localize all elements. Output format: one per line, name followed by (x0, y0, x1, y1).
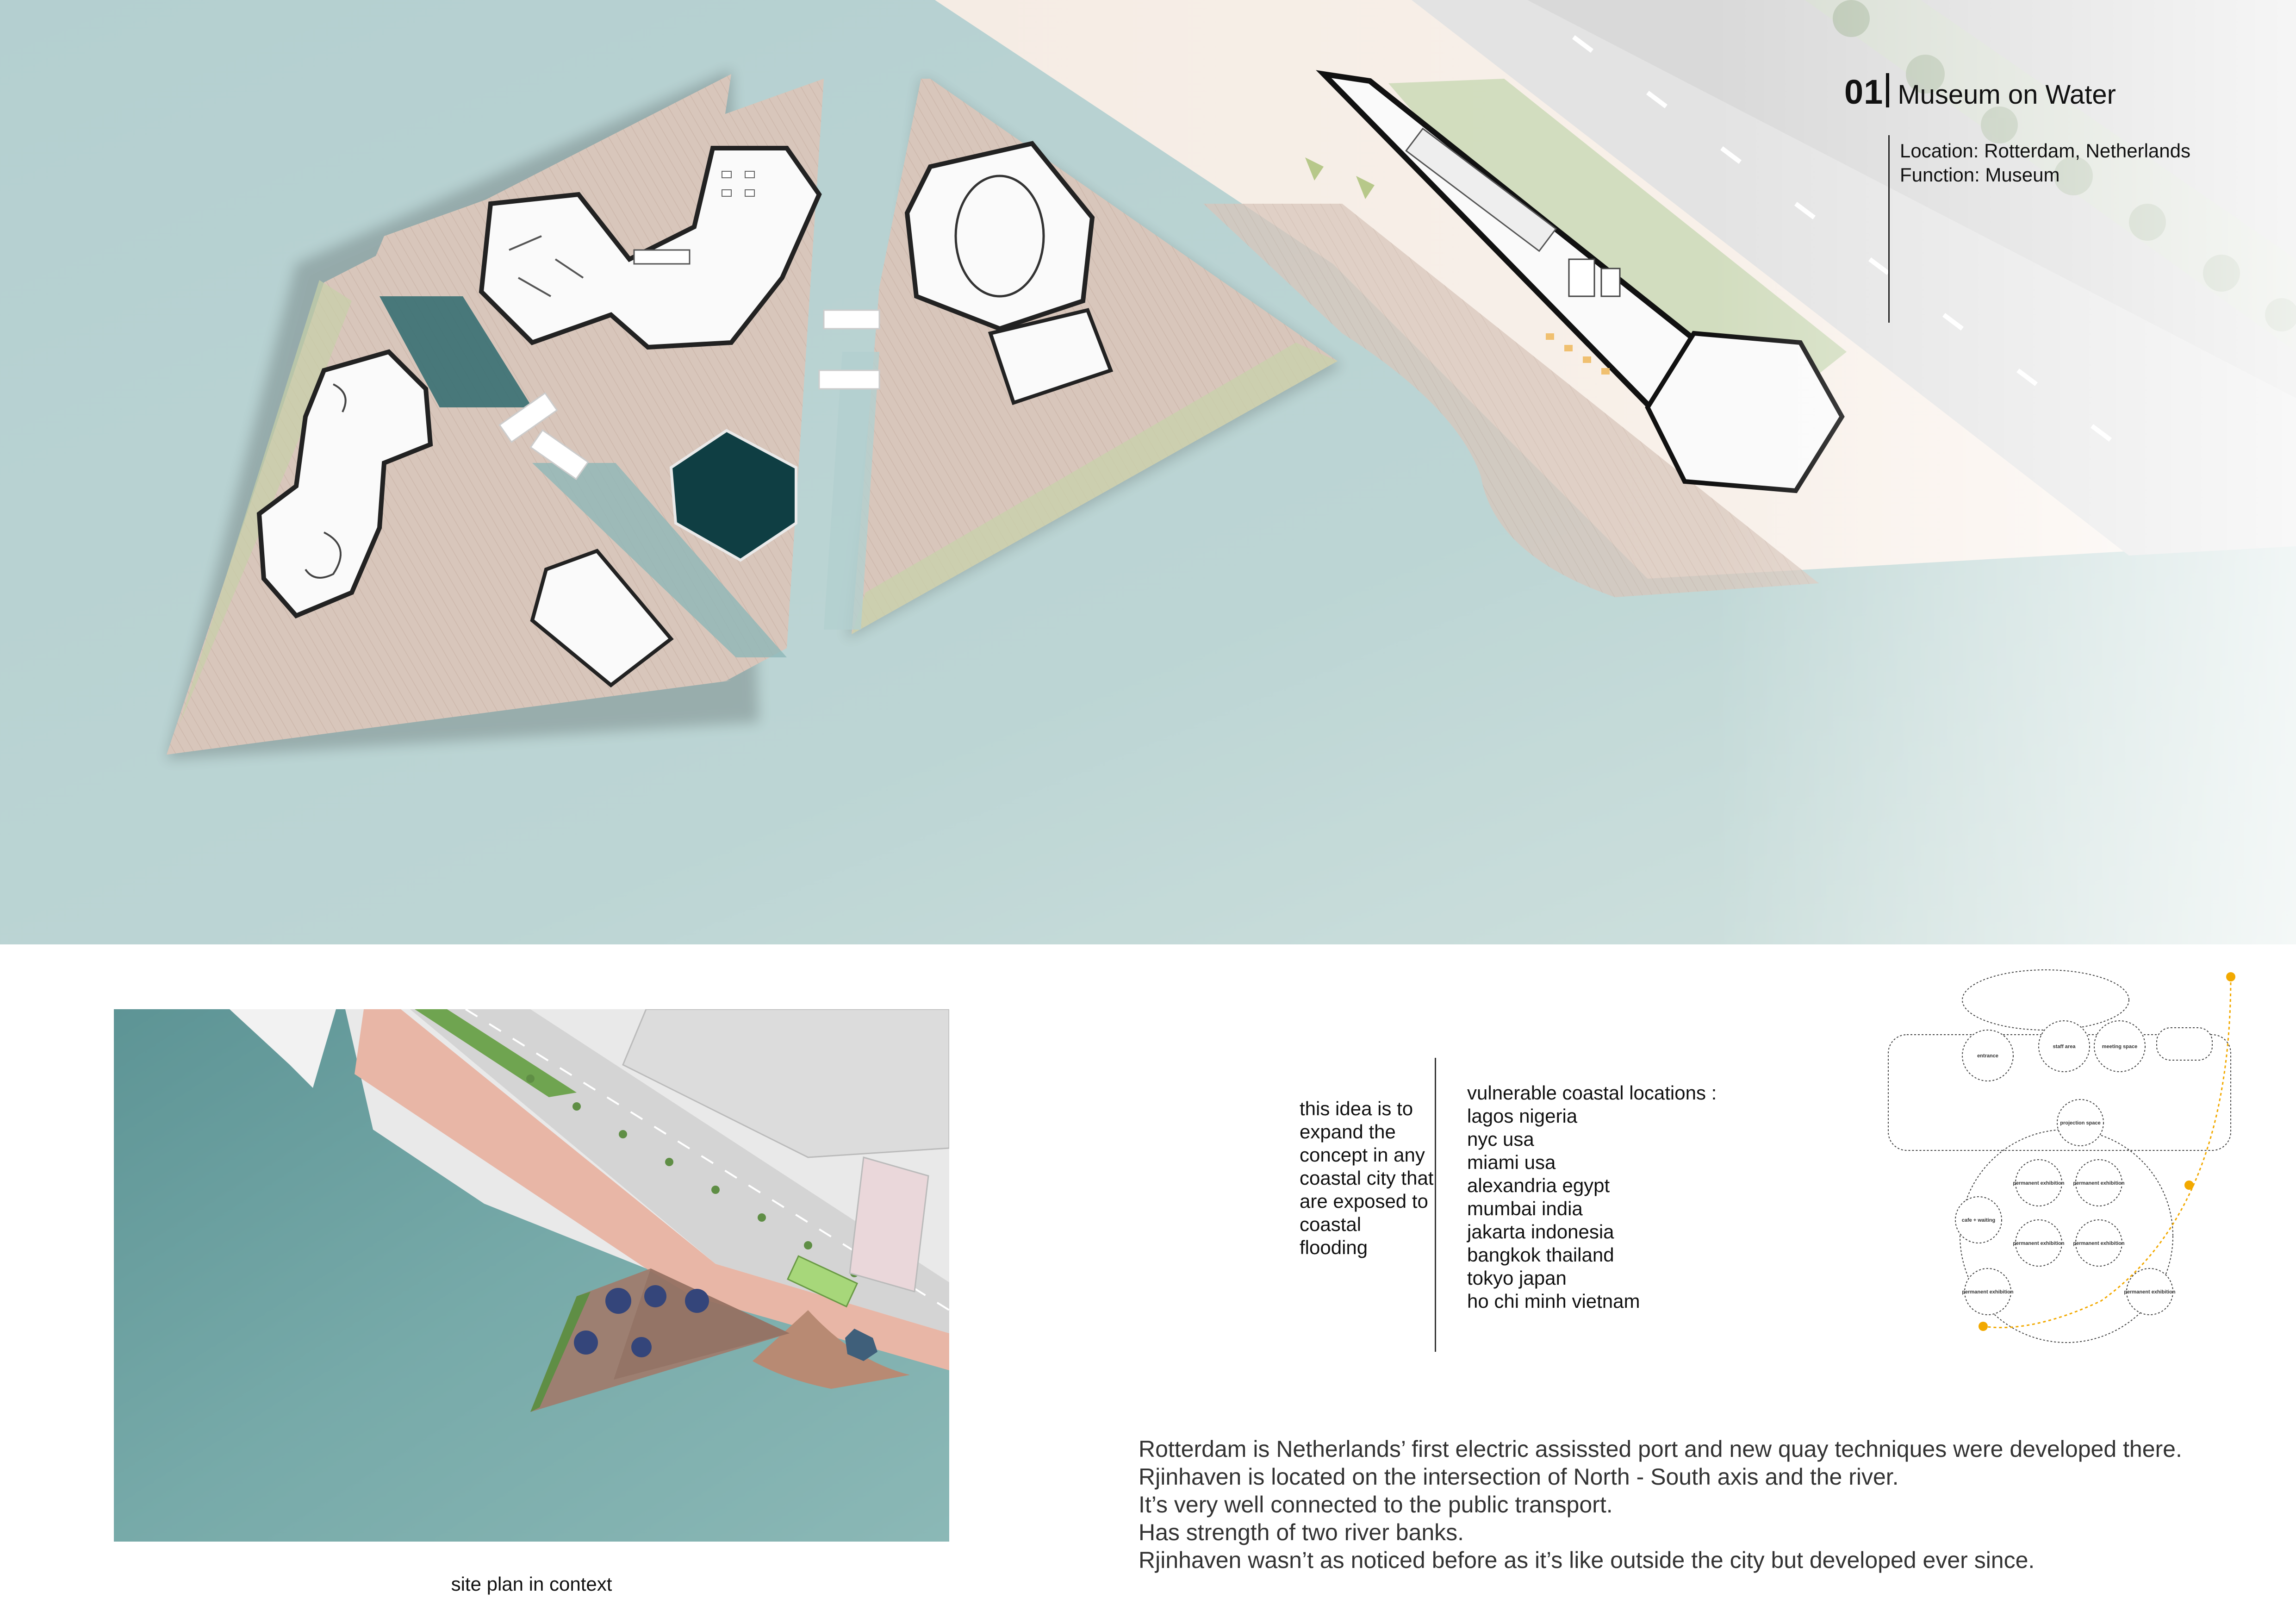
bubble-label-exhibition: permanent exhibition (2013, 1241, 2065, 1246)
location-item: jakarta indonesia (1467, 1221, 1614, 1243)
path-point (2184, 1181, 2194, 1190)
project-meta (1900, 139, 2190, 187)
bubble-label-exhibition: permanent exhibition (2073, 1181, 2125, 1186)
locations-heading: vulnerable coastal locations : (1467, 1082, 1717, 1104)
bubble-label-projection: projection space (2060, 1120, 2101, 1126)
project-number: 01 (1844, 73, 1884, 111)
location-item: bangkok thailand (1467, 1244, 1614, 1266)
bubble-label-cafe: cafe + waiting (1961, 1218, 1996, 1223)
location-item: alexandria egypt (1467, 1174, 1610, 1196)
description-line: Has strength of two river banks. (1139, 1519, 1464, 1545)
site-plan-image (114, 1009, 949, 1542)
vulnerable-locations (1467, 1081, 1717, 1313)
project-description (1139, 1435, 2272, 1574)
description-line: Rotterdam is Netherlands’ first electric assissted port and new quay techniques were developed there. (1139, 1436, 2182, 1462)
location-item: nyc usa (1467, 1128, 1534, 1150)
title-divider (1886, 73, 1889, 107)
description-line: It’s very well connected to the public transport. (1139, 1492, 1613, 1518)
project-title (1844, 69, 2261, 112)
description-line: Rjinhaven is located on the intersection of North - South axis and the river. (1139, 1464, 1899, 1490)
bubble-label-meeting: meeting space (2102, 1044, 2138, 1049)
bubble-label-exhibition: permanent exhibition (1962, 1289, 2014, 1295)
location-item: ho chi minh vietnam (1467, 1290, 1640, 1312)
bubble-label-exhibition: permanent exhibition (2013, 1181, 2065, 1186)
meta-divider (1888, 135, 1890, 323)
idea-statement: this idea is to expand the concept in any coastal city that are exposed to coastal flooding (1300, 1098, 1434, 1258)
site-plan-drawing (114, 1009, 949, 1542)
bubble-label-staff: staff area (2053, 1044, 2076, 1049)
location-item: tokyo japan (1467, 1267, 1567, 1289)
title-block (1844, 69, 2261, 186)
idea-divider (1435, 1058, 1436, 1352)
function-line: Function: Museum (1900, 164, 2060, 186)
location-item: lagos nigeria (1467, 1105, 1578, 1127)
location-item: mumbai india (1467, 1198, 1583, 1219)
path-point (1979, 1322, 1988, 1331)
bubble-outline-top (1962, 970, 2129, 1030)
path-point (2226, 972, 2235, 981)
description-line: Rjinhaven wasn’t as noticed before as it’s like outside the city but developed ever since. (1139, 1547, 2035, 1573)
project-name: Museum on Water (1898, 80, 2116, 110)
location-line: Location: Rotterdam, Netherlands (1900, 140, 2191, 162)
location-item: miami usa (1467, 1151, 1556, 1173)
site-plan-caption: site plan in context (451, 1573, 612, 1595)
bubble-label-exhibition: permanent exhibition (2124, 1289, 2176, 1295)
bubble-label-entrance: entrance (1977, 1053, 1998, 1059)
bubble-label-exhibition: permanent exhibition (2073, 1241, 2125, 1246)
bubble-diagram (1879, 963, 2245, 1352)
